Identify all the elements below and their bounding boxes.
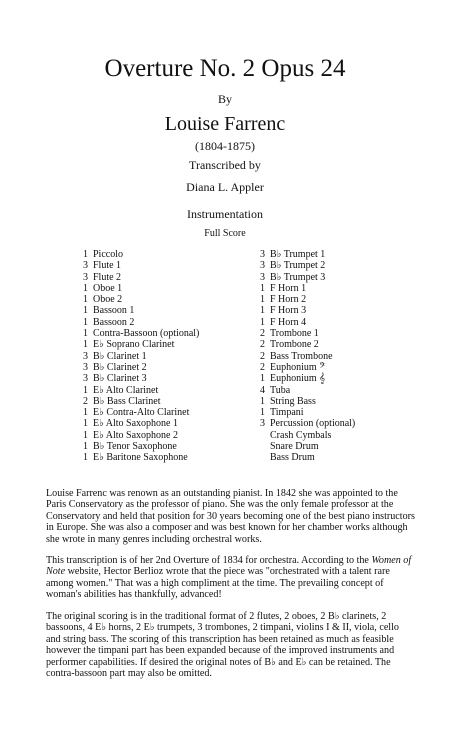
- instrument-count: 1: [83, 384, 88, 396]
- paragraph-scoring-note: The original scoring is in the traditional format of 2 flutes, 2 oboes, 2 B♭ clarinets, 2 bassoons, 4 E♭ horns, 2 E♭ trumpets, 3 trombones, 2 timpani, violins I & II, viola, cello and string bass. The scoring of this transcription has been retained as much as feasible however the timpani part has been expanded because of the improved instruments and performer capabilities. If desired the original notes of B♭ and E♭ can be retained. The contra-bassoon part may also be omitted.: [46, 611, 399, 680]
- instrument-name: Flute 2: [93, 271, 122, 283]
- instrument-row: [83, 260, 199, 271]
- instrument-count: 2: [260, 328, 265, 340]
- instrument-count: 3: [83, 361, 88, 373]
- instrument-name: F Horn 3: [270, 305, 307, 317]
- instrument-count: 3: [83, 350, 88, 362]
- instrument-name: Crash Cymbals: [270, 429, 332, 441]
- transcribed-by-label: Transcribed by: [189, 158, 261, 172]
- instrument-count: [260, 430, 270, 441]
- instrument-row: [260, 452, 355, 463]
- instrument-count: 1: [260, 407, 265, 419]
- instrument-count: 3: [260, 418, 265, 430]
- instrument-name: B♭ Trumpet 3: [270, 271, 326, 283]
- instrument-name: E♭ Alto Clarinet: [93, 384, 159, 396]
- instrument-row: [260, 317, 355, 328]
- instrument-count: 3: [83, 373, 88, 385]
- instrument-count: 1: [83, 339, 88, 351]
- instrument-row: [260, 407, 355, 418]
- instrument-count: 1: [260, 395, 265, 407]
- instrument-name: Bass Trombone: [270, 350, 333, 362]
- instrument-row: [260, 328, 355, 339]
- instrument-count: [260, 452, 270, 463]
- instrument-name: B♭ Clarinet 3: [93, 373, 147, 385]
- instrument-count: 1: [260, 373, 265, 385]
- instrument-row: [260, 396, 355, 407]
- instrument-count: 3: [260, 249, 265, 260]
- instrument-row: [260, 351, 355, 362]
- instrument-row: [260, 418, 355, 429]
- instrument-row: [83, 339, 199, 350]
- instrument-name: Timpani: [270, 407, 304, 419]
- instrument-name: B♭ Bass Clarinet: [93, 395, 161, 407]
- instrument-row: [83, 362, 199, 373]
- instrument-name: Piccolo: [93, 249, 123, 260]
- instrument-count: 1: [83, 441, 88, 453]
- instrument-count: 1: [260, 294, 265, 306]
- instrument-row: [260, 305, 355, 316]
- instrument-row: [83, 328, 199, 339]
- instrument-count: 2: [260, 339, 265, 351]
- instrument-name: Trombone 1: [270, 328, 319, 340]
- instrument-row: [260, 430, 355, 441]
- instrument-name: String Bass: [270, 395, 316, 407]
- instrument-row: [83, 385, 199, 396]
- instrument-name: F Horn 2: [270, 294, 307, 306]
- transcriber-name: Diana L. Appler: [186, 180, 264, 194]
- paragraph-biography: Louise Farrenc was renown as an outstanding pianist. In 1842 she was appointed to the Paris Conservatory as the professor of piano. She was the only female professor at the Conservatory and held that position for 30 years becoming one of the best piano instructors in Europe. She was also a composer and was best known for her chamber works although she wrote in many genres including orchestral works.: [46, 488, 415, 545]
- instrument-count: 1: [83, 249, 88, 260]
- instrument-row: [83, 396, 199, 407]
- instrument-row: [260, 272, 355, 283]
- instrument-row: [260, 249, 355, 260]
- instrument-count: 2: [83, 395, 88, 407]
- paragraph2-text-before: This transcription is of her 2nd Overture of 1834 for orchestra. According to the: [46, 555, 372, 566]
- instrument-list-right: [260, 249, 355, 464]
- instrument-count: 1: [83, 294, 88, 306]
- instrument-count: 1: [83, 328, 88, 340]
- instrument-name: Flute 1: [93, 260, 122, 272]
- instrument-name: E♭ Soprano Clarinet: [93, 339, 175, 351]
- instrument-name: Euphonium 𝄢: [270, 361, 326, 373]
- instrument-count: 3: [260, 260, 265, 272]
- instrument-count: 1: [83, 452, 88, 464]
- instrument-row: [260, 260, 355, 271]
- instrument-row: [260, 441, 355, 452]
- instrument-list-left: [83, 249, 199, 464]
- instrument-name: Tuba: [270, 384, 291, 396]
- instrument-row: [83, 317, 199, 328]
- instrument-name: B♭ Clarinet 1: [93, 350, 147, 362]
- instrument-row: [83, 272, 199, 283]
- instrument-name: Snare Drum: [270, 441, 319, 453]
- instrument-count: 3: [83, 260, 88, 272]
- instrument-row: [83, 407, 199, 418]
- instrument-count: [260, 441, 270, 452]
- instrument-count: 1: [260, 282, 265, 294]
- instrument-count: 2: [260, 361, 265, 373]
- instrument-name: Bassoon 2: [93, 316, 135, 328]
- instrument-name: E♭ Alto Saxophone 1: [93, 418, 178, 430]
- instrument-count: 1: [83, 282, 88, 294]
- instrument-row: [260, 373, 355, 384]
- instrument-name: Contra-Bassoon (optional): [93, 328, 200, 340]
- instrument-count: 1: [83, 429, 88, 441]
- instrument-name: Percussion (optional): [270, 418, 356, 430]
- instrument-row: [83, 373, 199, 384]
- instrument-row: [260, 385, 355, 396]
- instrument-count: 2: [260, 350, 265, 362]
- instrument-name: B♭ Clarinet 2: [93, 361, 147, 373]
- instrument-name: Euphonium 𝄞: [270, 373, 326, 385]
- instrument-name: E♭ Alto Saxophone 2: [93, 429, 178, 441]
- score-type: Full Score: [204, 228, 246, 239]
- instrumentation-heading: Instrumentation: [187, 207, 263, 221]
- instrument-count: 1: [83, 316, 88, 328]
- instrument-name: Bassoon 1: [93, 305, 135, 317]
- instrument-row: [260, 283, 355, 294]
- instrument-name: Oboe 1: [93, 282, 123, 294]
- instrument-row: [260, 362, 355, 373]
- instrument-row: [83, 294, 199, 305]
- instrument-count: 3: [260, 271, 265, 283]
- instrument-count: 1: [260, 305, 265, 317]
- instrument-name: B♭ Trumpet 2: [270, 260, 326, 272]
- instrument-name: E♭ Contra-Alto Clarinet: [93, 407, 190, 419]
- instrument-row: [260, 339, 355, 350]
- instrument-count: 1: [83, 407, 88, 419]
- score-title: Overture No. 2 Opus 24: [104, 55, 346, 82]
- instrument-row: [83, 249, 199, 260]
- instrument-row: [83, 305, 199, 316]
- composer-name: Louise Farrenc: [164, 113, 286, 135]
- instrument-name: B♭ Trumpet 1: [270, 249, 326, 260]
- by-label: By: [217, 92, 232, 106]
- instrument-row: [260, 294, 355, 305]
- instrument-name: F Horn 4: [270, 316, 307, 328]
- instrument-row: [83, 351, 199, 362]
- paragraph-transcription-note: [46, 555, 416, 601]
- instrument-count: 1: [83, 305, 88, 317]
- instrument-name: Bass Drum: [270, 452, 315, 464]
- women-of-note-title: Women of Note: [46, 555, 412, 578]
- instrument-row: [83, 418, 199, 429]
- instrument-count: 4: [260, 384, 265, 396]
- instrument-count: 1: [83, 418, 88, 430]
- instrument-name: E♭ Baritone Saxophone: [93, 452, 188, 464]
- instrument-row: [83, 441, 199, 452]
- instrument-row: [83, 452, 199, 463]
- instrument-name: B♭ Tenor Saxophone: [93, 441, 177, 453]
- instrument-count: 1: [260, 316, 265, 328]
- instrument-name: F Horn 1: [270, 282, 307, 294]
- instrument-name: Trombone 2: [270, 339, 319, 351]
- composer-dates: (1804-1875): [195, 139, 255, 153]
- instrument-row: [83, 283, 199, 294]
- instrument-count: 3: [83, 271, 88, 283]
- instrument-row: [83, 430, 199, 441]
- paragraph2-text-after: website, Hector Berlioz wrote that the piece was "orchestrated with a talent rare among women." That was a high compliment at the time. The prevailing concept of woman's abilities has thankfully, advanced!: [46, 566, 390, 601]
- instrument-name: Oboe 2: [93, 294, 123, 306]
